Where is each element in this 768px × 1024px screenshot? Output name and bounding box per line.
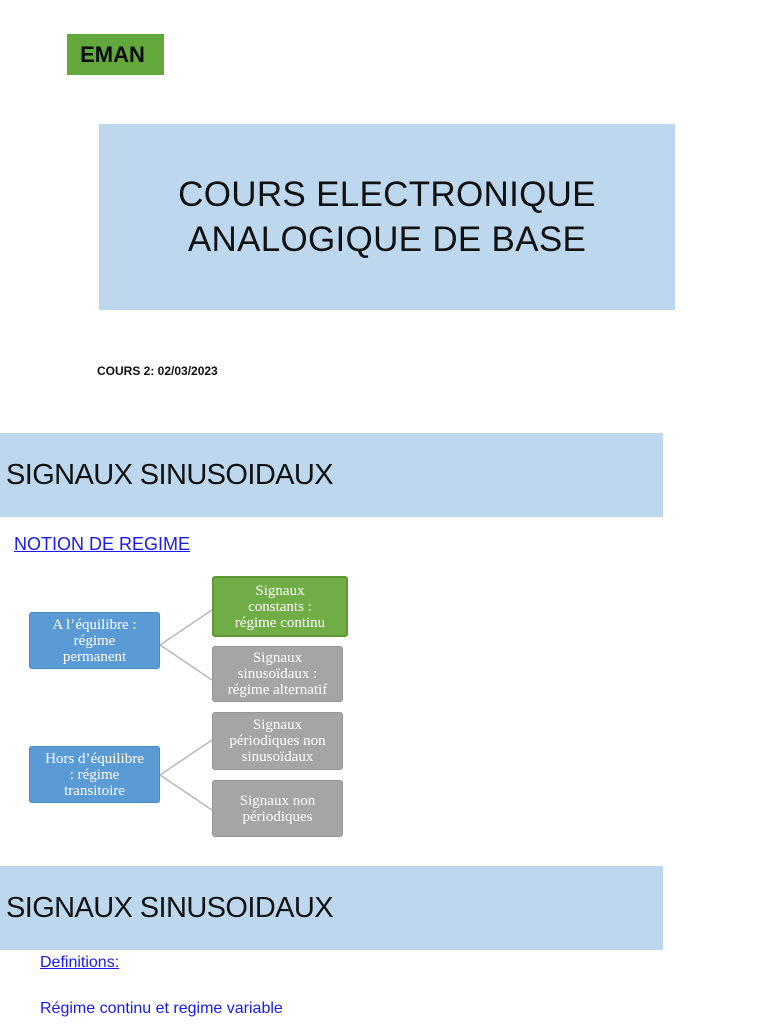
node-signaux-constants: Signaux constants : régime continu — [212, 576, 348, 637]
course-title-line1: COURS ELECTRONIQUE — [178, 175, 596, 214]
section-heading-1-text: SIGNAUX SINUSOIDAUX — [6, 458, 333, 491]
node-signaux-periodiques: Signaux périodiques non sinusoïdaux — [212, 712, 343, 770]
section-heading-2 — [0, 866, 663, 950]
section-heading-2-text: SIGNAUX SINUSOIDAUX — [6, 891, 333, 924]
course-title-box — [99, 124, 675, 310]
regime-text: Régime continu et regime variable — [40, 1000, 283, 1017]
author-badge: EMAN — [67, 34, 164, 75]
node-signaux-sinusoidaux: Signaux sinusoïdaux : régime alternatif — [212, 646, 343, 702]
connector-hors-equilibre — [160, 740, 212, 810]
node-equilibre: A l’équilibre : régime permanent — [29, 612, 160, 669]
definitions-link[interactable]: Definitions: — [40, 954, 120, 971]
node-hors-equilibre: Hors d’équilibre : régime transitoire — [29, 746, 160, 803]
connector-equilibre — [160, 610, 212, 680]
notion-de-regime-link[interactable]: NOTION DE REGIME — [14, 534, 191, 554]
course-date: COURS 2: 02/03/2023 — [97, 364, 218, 378]
section-heading-1 — [0, 433, 663, 517]
course-title-line2: ANALOGIQUE DE BASE — [187, 220, 587, 259]
node-signaux-non-periodiques: Signaux non périodiques — [212, 780, 343, 837]
